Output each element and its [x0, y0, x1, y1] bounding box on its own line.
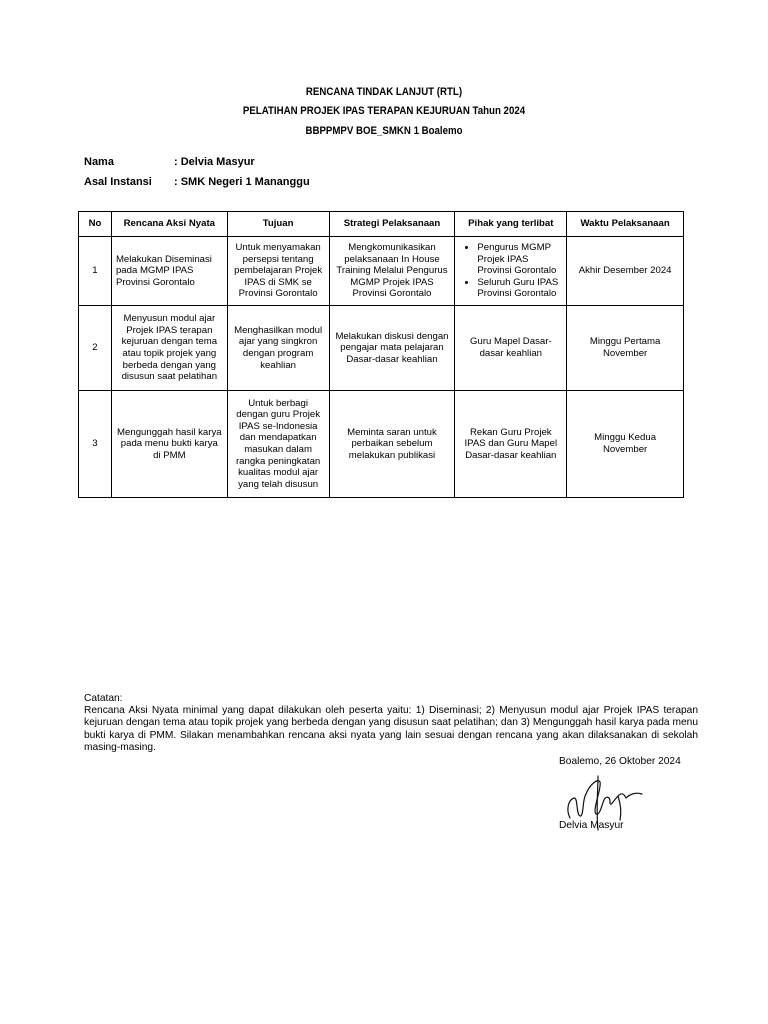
header-aksi: Rencana Aksi Nyata [111, 212, 227, 237]
place-date: Boalemo, 26 Oktober 2024 [559, 756, 681, 767]
cell-strategi: Meminta saran untuk perbaikan sebelum melakukan publikasi [329, 391, 455, 498]
pihak-list [459, 242, 562, 300]
table-header-row [79, 212, 684, 237]
cell-tujuan: Menghasilkan modul ajar yang singkron dengan program keahlian [227, 306, 329, 391]
doc-institution: BBPPMPV BOE_SMKN 1 Boalemo [305, 125, 463, 137]
cell-pihak [455, 237, 567, 306]
table-row [79, 237, 684, 306]
notes-section [84, 693, 698, 754]
cell-strategi: Melakukan diskusi dengan pengajar mata pelajaran Dasar-dasar keahlian [329, 306, 455, 391]
rtl-table [78, 211, 684, 498]
header-strategi: Strategi Pelaksanaan [329, 212, 455, 237]
cell-no: 2 [79, 306, 112, 391]
table-row [79, 391, 684, 498]
cell-waktu: Minggu Pertama November [567, 306, 684, 391]
notes-label: Catatan: [84, 693, 123, 704]
list-item: • Pengurus MGMP Projek IPAS Provinsi Gorontalo [477, 242, 562, 277]
name-label: Nama [84, 156, 114, 168]
cell-no: 3 [79, 391, 112, 498]
agency-label: Asal Instansi [84, 176, 152, 188]
notes-text: Rencana Aksi Nyata minimal yang dapat dilakukan oleh peserta yaitu: 1) Diseminasi; 2) Menyusun modul ajar Projek IPAS terapan kejuruan dengan tema atau topik projek yang berbeda dengan yang disusun saat pelatihan; dan 3) Mengunggah hasil karya pada menu bukti karya di PMM. Silakan menambahkan rencana aksi nyata yang lain sesuai dengan rencana yang akan dilaksanakan di sekolah masing-masing. [84, 705, 698, 753]
cell-pihak: Rekan Guru Projek IPAS dan Guru Mapel Dasar-dasar keahlian [455, 391, 567, 498]
header-waktu: Waktu Pelaksanaan [567, 212, 684, 237]
cell-aksi: Melakukan Diseminasi pada MGMP IPAS Provinsi Gorontalo [111, 237, 227, 306]
cell-tujuan: Untuk menyamakan persepsi tentang pembelajaran Projek IPAS di SMK se Provinsi Gorontalo [227, 237, 329, 306]
header-no: No [79, 212, 112, 237]
agency-value: : SMK Negeri 1 Mananggu [174, 176, 310, 188]
header-tujuan: Tujuan [227, 212, 329, 237]
cell-aksi: Menyusun modul ajar Projek IPAS terapan kejuruan dengan tema atau topik projek yang berbeda dengan yang disusun saat pelatihan [111, 306, 227, 391]
name-value: : Delvia Masyur [174, 156, 255, 168]
cell-no: 1 [79, 237, 112, 306]
header-pihak: Pihak yang terlibat [455, 212, 567, 237]
cell-pihak: Guru Mapel Dasar-dasar keahlian [455, 306, 567, 391]
doc-title: RENCANA TINDAK LANJUT (RTL) [305, 86, 463, 98]
cell-strategi: Mengkomunikasikan pelaksanaan In House Training Melalui Pengurus MGMP Projek IPAS Provinsi Gorontalo [329, 237, 455, 306]
cell-waktu: Akhir Desember 2024 [567, 237, 684, 306]
cell-tujuan: Untuk berbagi dengan guru Projek IPAS se-Indonesia dan mendapatkan masukan dalam rangka peningkatan kualitas modul ajar yang telah disusun [227, 391, 329, 498]
list-item: • Seluruh Guru IPAS Provinsi Gorontalo [477, 277, 562, 300]
table-row [79, 306, 684, 391]
cell-waktu: Minggu Kedua November [567, 391, 684, 498]
doc-subtitle: PELATIHAN PROJEK IPAS TERAPAN KEJURUAN Tahun 2024 [242, 105, 526, 117]
signer-name: Delvia Masyur [559, 820, 624, 831]
cell-aksi: Mengunggah hasil karya pada menu bukti karya di PMM [111, 391, 227, 498]
